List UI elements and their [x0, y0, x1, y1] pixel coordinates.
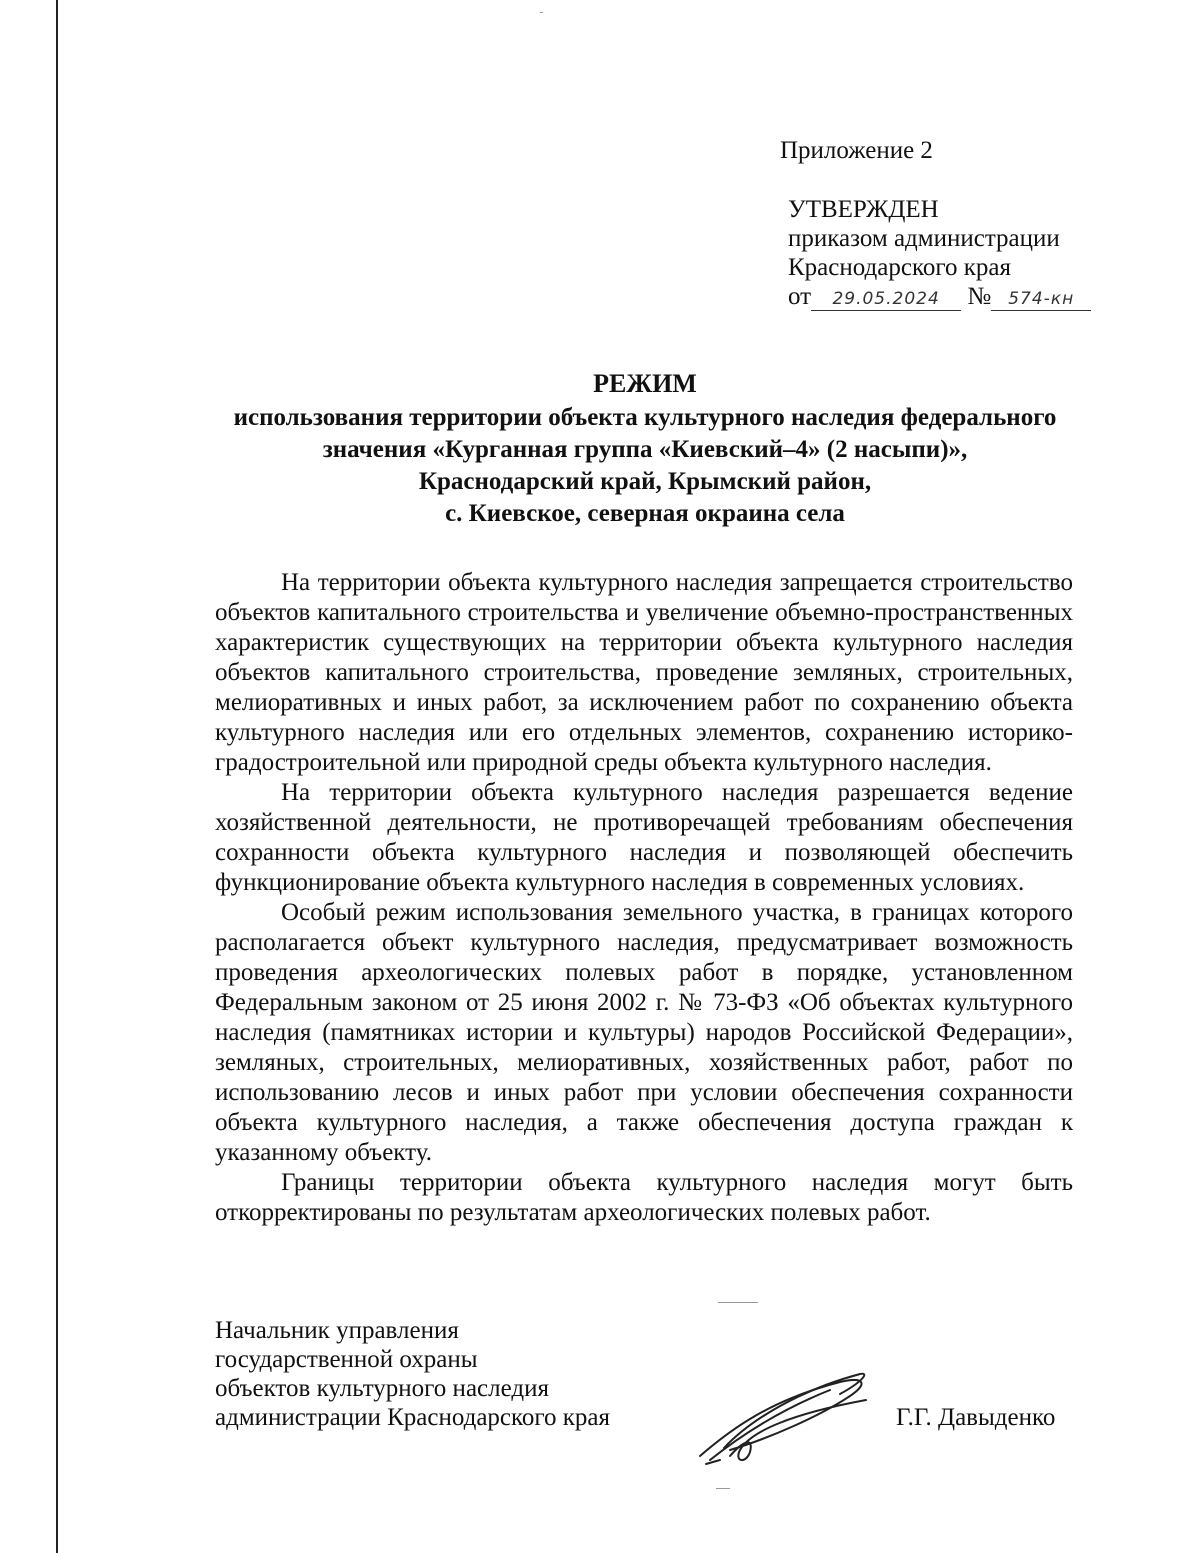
order-prefix: от — [788, 283, 812, 310]
title-line1: использования территории объекта культурного наследия федерального — [233, 404, 1057, 431]
order-number: 574-кн — [991, 288, 1091, 311]
scan-speck — [540, 12, 543, 13]
paragraph-3: Особый режим использования земельного участка, в границах которого располагается объект культурного наследия, предусматривает возможность проведения археологических полевых работ в порядке, установленном Федеральным законом от 25 июня 2002 г. № 73-ФЗ «Об объектах культурного наследия (памятниках истории и культуры) народов Российской Федерации», земляных, строительных, мелиоративных, хозяйственных работ, работ по использованию лесов и иных работ при условии обеспечения сохранности объекта культурного наследия, а также обеспечения доступа граждан к указанному объекту. — [215, 899, 1073, 1166]
title-main: РЕЖИМ — [593, 369, 697, 398]
scan-speck — [716, 1488, 730, 1489]
approved-by-line2: Краснодарского края — [788, 254, 1011, 281]
handwritten-signature — [690, 1360, 890, 1470]
paragraph-4: Границы территории объекта культурного наследия могут быть откорректированы по результатам археологических полевых работ. — [215, 1169, 1073, 1226]
order-number-label: № — [967, 283, 992, 310]
approval-header — [780, 136, 1091, 311]
approved-by-line1: приказом администрации — [788, 225, 1060, 252]
scan-speck — [718, 1302, 758, 1303]
position-line3: объектов культурного наследия — [215, 1375, 549, 1402]
approval-stamp — [780, 195, 1091, 311]
paragraph-1: На территории объекта культурного наследия запрещается строительство объектов капитального строительства и увеличение объемно-пространственных характеристик существующих на территории объекта культурного наследия объектов капитального строительства, проведение земляных, строительных, мелиоративных и иных работ, за исключением работ по сохранению объекта культурного наследия или его отдельных элементов, сохранению историко-градостроительной или природной среды объекта культурного наследия. — [215, 569, 1073, 776]
signatory-name: Г.Г. Давыденко — [896, 1404, 1056, 1431]
position-line1: Начальник управления — [215, 1317, 459, 1344]
appendix-label: Приложение 2 — [780, 137, 933, 164]
document-body — [215, 568, 1073, 1228]
approved-label: УТВЕРЖДЕН — [788, 196, 939, 223]
title-line4: с. Киевское, северная окраина села — [445, 500, 845, 527]
position-line2: государственной охраны — [215, 1346, 478, 1373]
order-date: 29.05.2024 — [811, 288, 961, 311]
position-line4: администрации Краснодарского края — [215, 1404, 611, 1431]
title-line3: Краснодарский край, Крымский район, — [418, 468, 872, 495]
signatory-position — [215, 1316, 610, 1432]
paragraph-2: На территории объекта культурного наследия разрешается ведение хозяйственной деятельности, не противоречащей требованиям обеспечения сохранности объекта культурного наследия и позволяющей обеспечить функционирование объекта культурного наследия в современных условиях. — [215, 779, 1073, 896]
document-title — [200, 368, 1090, 530]
scan-edge-line — [56, 0, 58, 1553]
title-line2: значения «Курганная группа «Киевский–4» (2 насыпи)», — [322, 436, 968, 463]
order-line — [788, 282, 1091, 311]
